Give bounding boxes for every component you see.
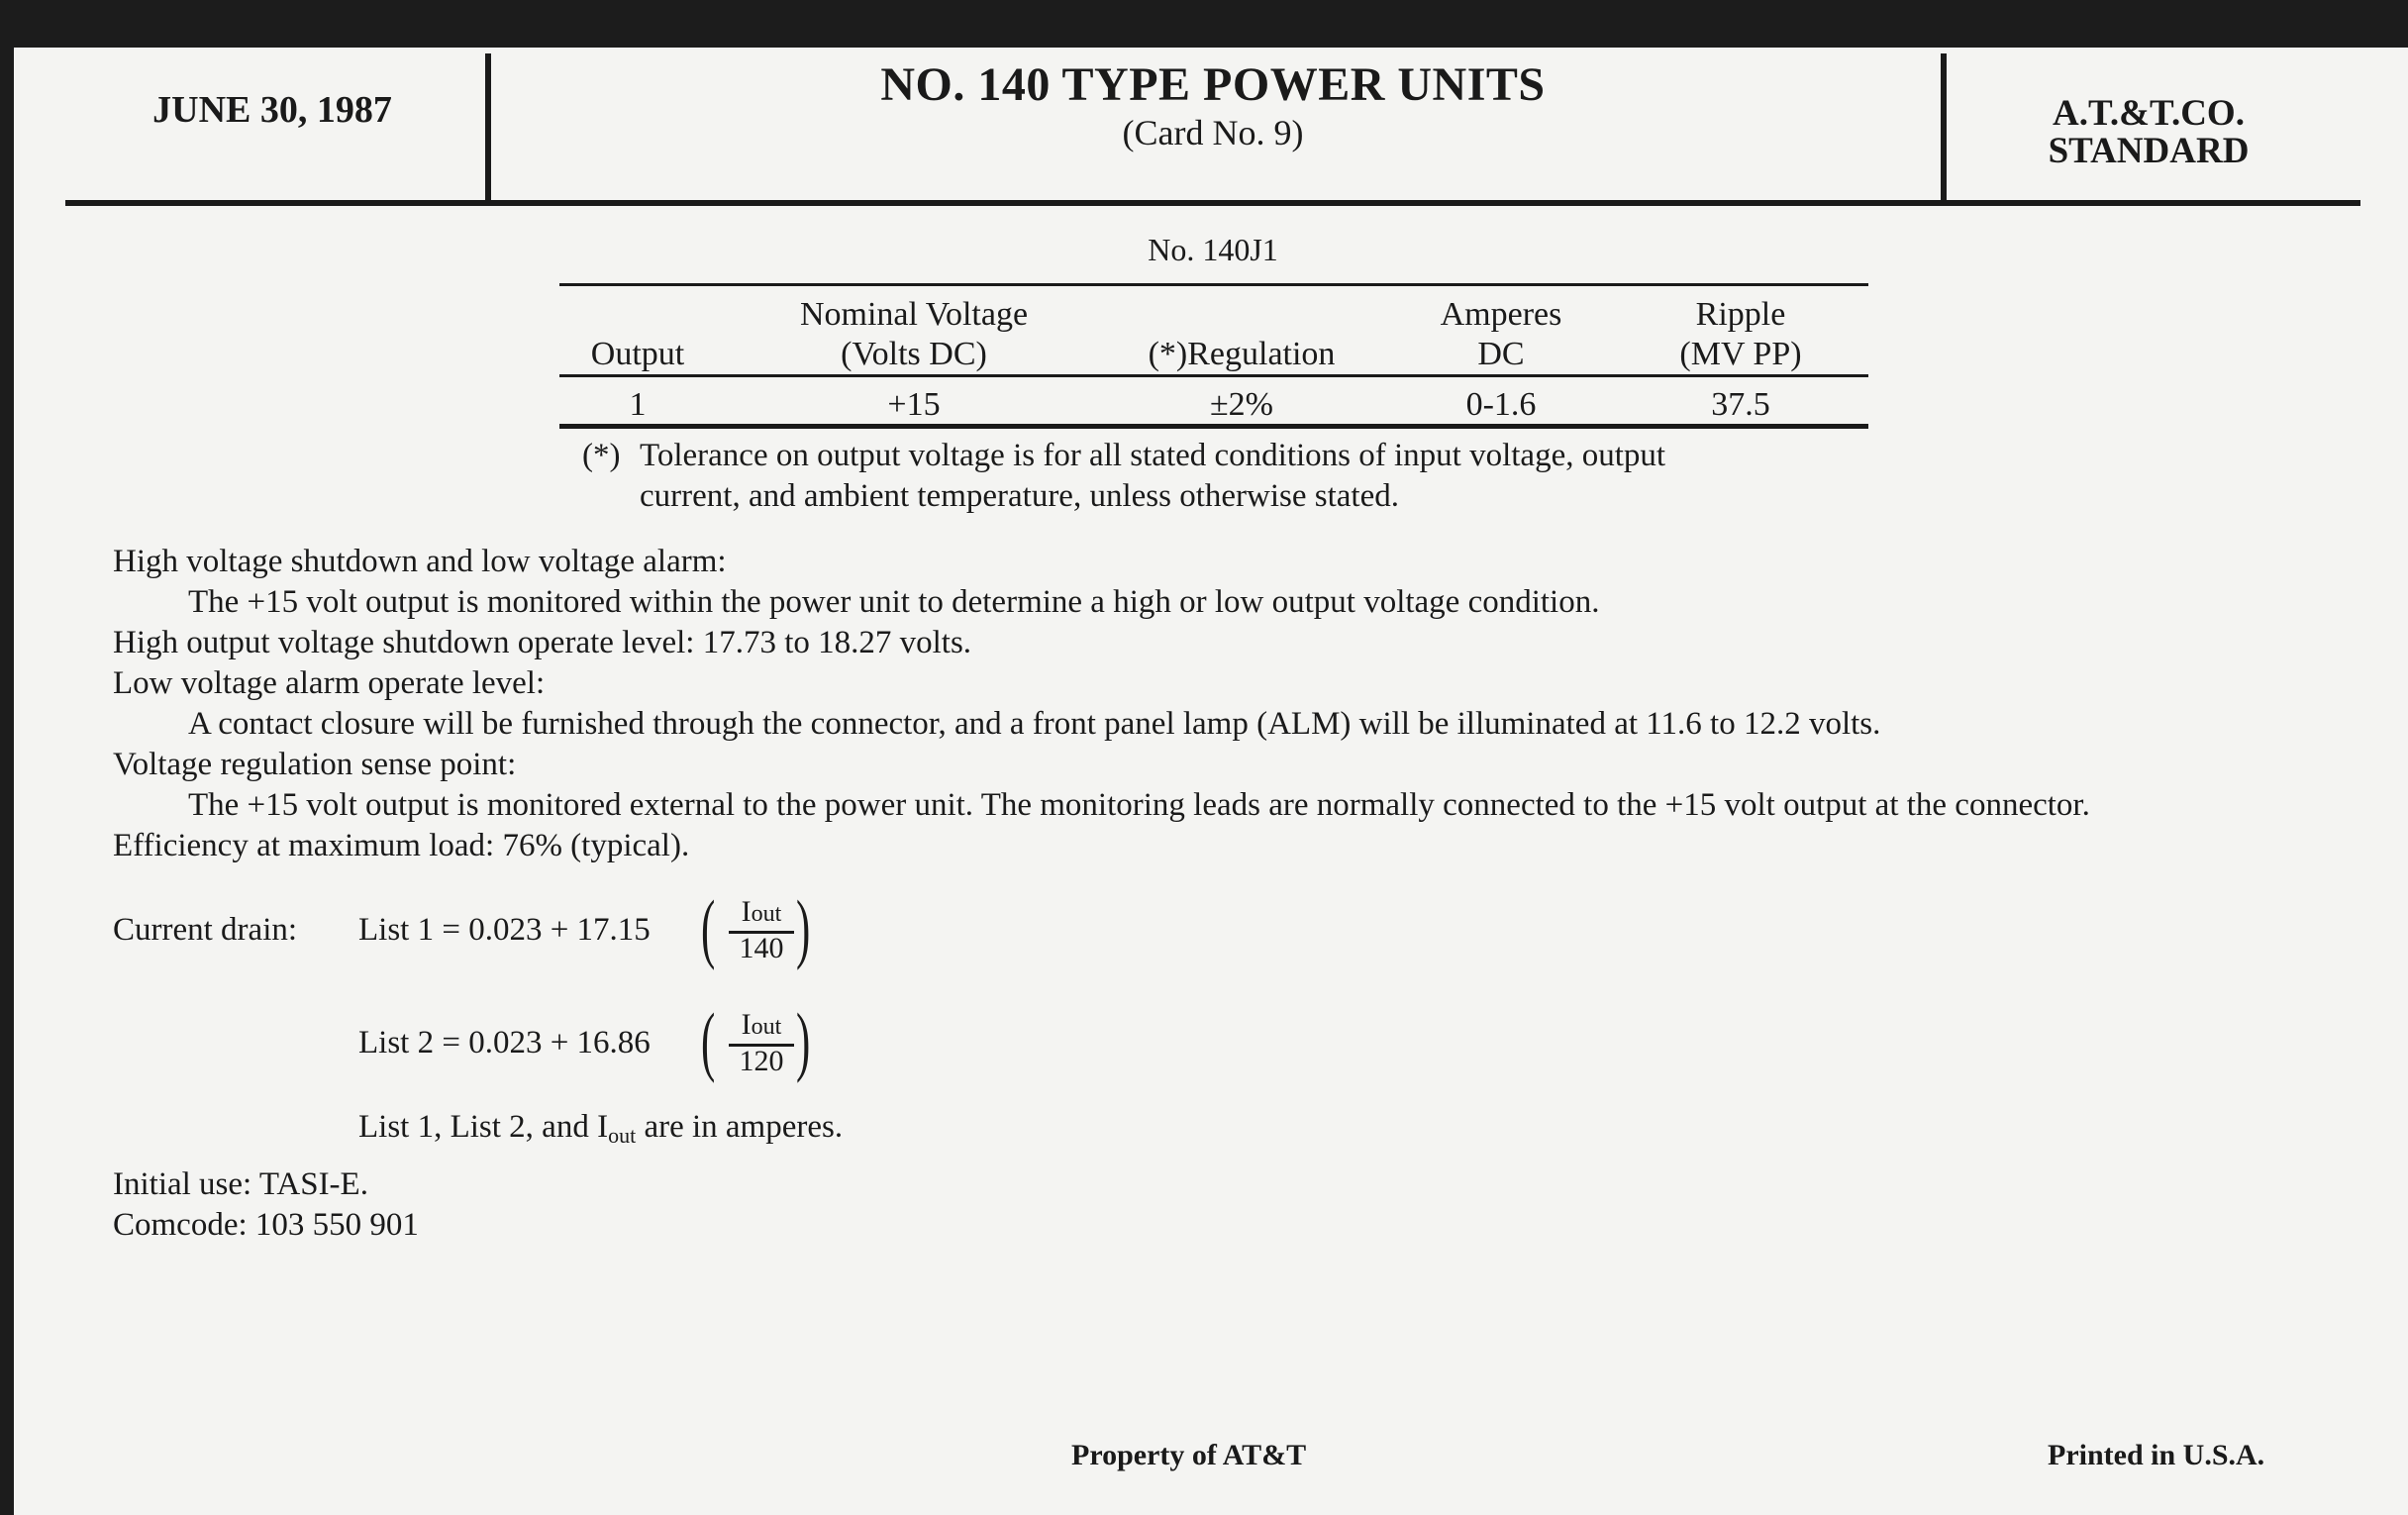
card-subtitle: (Card No. 9) — [1122, 113, 1304, 152]
card-title-block — [495, 57, 1931, 152]
text-monitoring: The +15 volt output is monitored within the power unit to determine a high or low output voltage condition. — [188, 584, 1600, 620]
table-caption: No. 140J1 — [1148, 232, 1278, 267]
heading-sense-point: Voltage regulation sense point: — [113, 747, 517, 782]
footer-printed: Printed in U.S.A. — [2048, 1439, 2265, 1471]
standard-line-2: STANDARD — [2048, 131, 2250, 171]
text-sense-point: The +15 volt output is monitored external to the power unit. The monitoring leads are normally connected to the +15 volt output at the connector. — [188, 787, 2090, 823]
header-rule — [65, 200, 2360, 206]
header-divider-left — [485, 53, 491, 202]
table-cell-output: 1 — [629, 386, 647, 423]
list1-numerator: Iout — [729, 897, 794, 934]
standard-mark — [1970, 95, 2327, 170]
text-shutdown-level: High output voltage shutdown operate level: 17.73 to 18.27 volts. — [113, 625, 972, 660]
current-drain-label: Current drain: — [113, 912, 298, 948]
table-cell-regulation: ±2% — [1210, 386, 1273, 423]
col-header-voltage-2: (Volts DC) — [841, 336, 987, 372]
list2-left-paren: ( — [701, 997, 716, 1083]
table-header-rule — [559, 374, 1868, 377]
table-top-rule — [559, 283, 1868, 286]
col-header-ripple-2: (MV PP) — [1679, 336, 1802, 372]
list1-fraction — [729, 897, 794, 963]
heading-alarm-level: Low voltage alarm operate level: — [113, 665, 546, 701]
card-date: JUNE 30, 1987 — [152, 89, 392, 131]
units-note: List 1, List 2, and $I_{out}$ are in amperes. — [358, 1109, 844, 1148]
col-header-voltage-1: Nominal Voltage — [799, 296, 1029, 333]
text-efficiency: Efficiency at maximum load: 76% (typical). — [113, 828, 690, 863]
footnote-line-2: current, and ambient temperature, unless otherwise stated. — [640, 478, 1399, 514]
footnote-marker: (*) — [582, 438, 621, 473]
list2-denominator: 120 — [739, 1045, 784, 1077]
col-header-amperes-2: DC — [1477, 336, 1525, 372]
table-cell-voltage: +15 — [887, 386, 941, 423]
footer-property: Property of AT&T — [1071, 1439, 1307, 1471]
text-alarm-level: A contact closure will be furnished through the connector, and a front panel lamp (ALM) will be illuminated at 11.6 to 12.2 volts. — [188, 706, 1881, 742]
list2-numerator: Iout — [729, 1010, 794, 1047]
col-header-output: Output — [590, 336, 685, 372]
list2-expression: List 2 = 0.023 + 16.86 — [358, 1025, 651, 1060]
table-cell-ripple: 37.5 — [1711, 386, 1770, 423]
heading-shutdown-alarm: High voltage shutdown and low voltage alarm: — [113, 544, 727, 579]
header-divider-right — [1941, 53, 1947, 202]
list2-right-paren: ) — [796, 997, 811, 1083]
col-header-amperes-1: Amperes — [1440, 296, 1562, 333]
col-header-regulation: (*)Regulation — [1148, 336, 1336, 372]
card-title: NO. 140 TYPE POWER UNITS — [880, 58, 1546, 111]
footnote-line-1: Tolerance on output voltage is for all stated conditions of input voltage, output — [640, 438, 1666, 473]
comcode: Comcode: 103 550 901 — [113, 1207, 419, 1243]
table-cell-amperes: 0-1.6 — [1465, 386, 1537, 423]
list1-right-paren: ) — [796, 884, 811, 970]
standard-line-1: A.T.&T.CO. — [2053, 93, 2245, 134]
list2-fraction — [729, 1010, 794, 1076]
initial-use: Initial use: TASI-E. — [113, 1166, 368, 1202]
list1-denominator: 140 — [739, 932, 784, 964]
list1-left-paren: ( — [701, 884, 716, 970]
list1-expression: List 1 = 0.023 + 17.15 — [358, 912, 651, 948]
col-header-ripple-1: Ripple — [1695, 296, 1786, 333]
